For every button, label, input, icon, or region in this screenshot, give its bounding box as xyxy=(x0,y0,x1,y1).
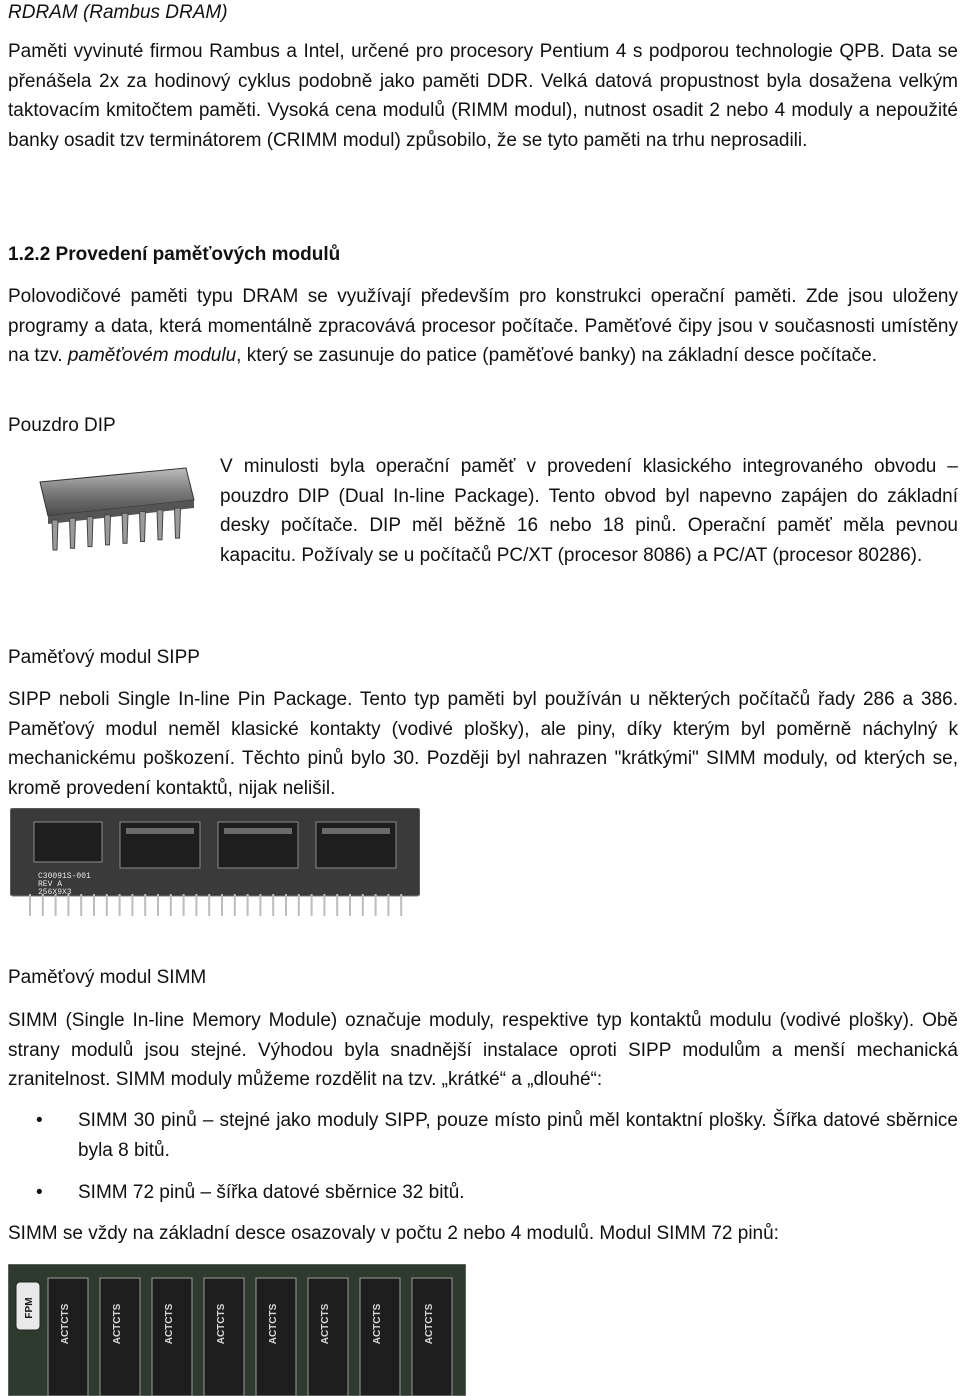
bullet-dot: • xyxy=(36,1182,43,1203)
section-heading: 1.2.2 Provedení paměťových modulů xyxy=(8,244,341,265)
sipp-photo-label-1: C30091S-001 xyxy=(38,872,91,881)
simm-bullet-72-text: SIMM 72 pinů – šířka datové sběrnice 32 bitů. xyxy=(78,1182,465,1203)
bullet-dot: • xyxy=(36,1110,43,1131)
simm-bullet-30-text: SIMM 30 pinů – stejné jako moduly SIPP, pouze místo pinů měl kontaktní plošky. Šířka datové sběrnice byla 8 bitů. xyxy=(78,1110,958,1161)
sipp-photo-label-2: REV A xyxy=(38,880,63,889)
dip-pin xyxy=(157,510,163,540)
dip-pin xyxy=(70,518,76,548)
dip-pin xyxy=(122,513,128,543)
dip-pin xyxy=(105,515,111,545)
simm-chip-brand: ACTCTS xyxy=(372,1303,383,1345)
simm-text: SIMM (Single In-line Memory Module) označuje moduly, respektive typ kontaktů modulu (vodivé plošky). Obě strany modulů jsou stejné. Výhodou byla snadnější instalace oproti SIPP modulům a menší mechanická zranitelnost. SIMM moduly můžeme rozdělit na tzv. „krátké“ a „dlouhé“: xyxy=(8,1010,958,1090)
dip-chip-image xyxy=(28,462,198,580)
sipp-chip-marking xyxy=(224,828,292,834)
intro-text-b: , který se zasunuje do patice (paměťové banky) na základní desce počítače. xyxy=(236,345,877,366)
sipp-memory-chip xyxy=(34,822,102,862)
dip-pin xyxy=(87,517,93,547)
rdram-paragraph: Paměti vyvinuté firmou Rambus a Intel, určené pro procesory Pentium 4 s podporou technologie QPB. Data se přenášela 2x za hodinový cyklus podobně jako paměti DDR. Velká datová propustnost byla dosažena velkým taktovacím kmitočtem paměti. Vysoká cena modulů (RIMM modul), nutnost osadit 2 nebo 4 moduly a nepoužité banky osadit tzv terminátorem (CRIMM modul) způsobilo, že se tyto paměti na trhu neprosadili. xyxy=(8,41,958,151)
simm-label: Paměťový modul SIMM xyxy=(8,967,207,988)
sipp-label: Paměťový modul SIPP xyxy=(8,647,200,668)
sipp-module-image xyxy=(10,808,420,920)
sipp-chip-marking xyxy=(322,828,390,834)
dip-pin xyxy=(140,512,146,542)
simm-chip-brand: ACTCTS xyxy=(60,1303,71,1345)
dip-pin xyxy=(52,520,58,550)
section-intro xyxy=(8,282,958,371)
dip-label: Pouzdro DIP xyxy=(8,415,116,436)
simm-chip-brand: ACTCTS xyxy=(268,1303,279,1345)
simm-chip-brand: ACTCTS xyxy=(112,1303,123,1345)
simm-chip-brand: ACTCTS xyxy=(164,1303,175,1345)
sipp-chip-marking xyxy=(126,828,194,834)
sipp-photo-label-3: 256X9X3 xyxy=(38,888,72,897)
sipp-text: SIPP neboli Single In-line Pin Package. Tento typ paměti byl používán u některých počítačů řady 286 a 386. Paměťový modul neměl klasické kontakty (vodivé plošky), ale piny, díky kterým byl poměrně náchylný k mechanickému poškození. Těchto pinů bylo 30. Později byl nahrazen "krátkými" SIMM moduly, od kterých se, kromě provedení kontaktů, nijak nelišil. xyxy=(8,689,958,799)
intro-text-a: Polovodičové paměti typu DRAM se využívají především pro konstrukci operační paměti. Zde jsou uloženy programy a data, která momentálně zpracovává procesor počítače. Paměťové čipy jsou v současnosti umístěny na tzv. xyxy=(8,286,958,366)
intro-italic: paměťovém modulu xyxy=(67,345,237,366)
simm-closing: SIMM se vždy na základní desce osazovaly v počtu 2 nebo 4 modulů. Modul SIMM 72 pinů: xyxy=(8,1223,779,1244)
dip-text: V minulosti byla operační paměť v provedení klasického integrovaného obvodu – pouzdro DIP (Dual In-line Package). Tento obvod byl napevno zapájen do základní desky počítače. DIP měl běžně 16 nebo 18 pinů. Operační paměť měla pevnou kapacitu. Požívaly se u počítačů PC/XT (procesor 8086) a PC/AT (procesor 80286). xyxy=(220,456,958,566)
dip-pin xyxy=(175,508,181,538)
rdram-title: RDRAM (Rambus DRAM) xyxy=(8,2,228,23)
simm-photo-tag: FPM xyxy=(24,1297,35,1319)
simm72-module-image xyxy=(8,1264,466,1396)
simm-chip-brand: ACTCTS xyxy=(424,1303,435,1345)
simm-chip-brand: ACTCTS xyxy=(320,1303,331,1345)
simm-chip-brand: ACTCTS xyxy=(216,1303,227,1345)
